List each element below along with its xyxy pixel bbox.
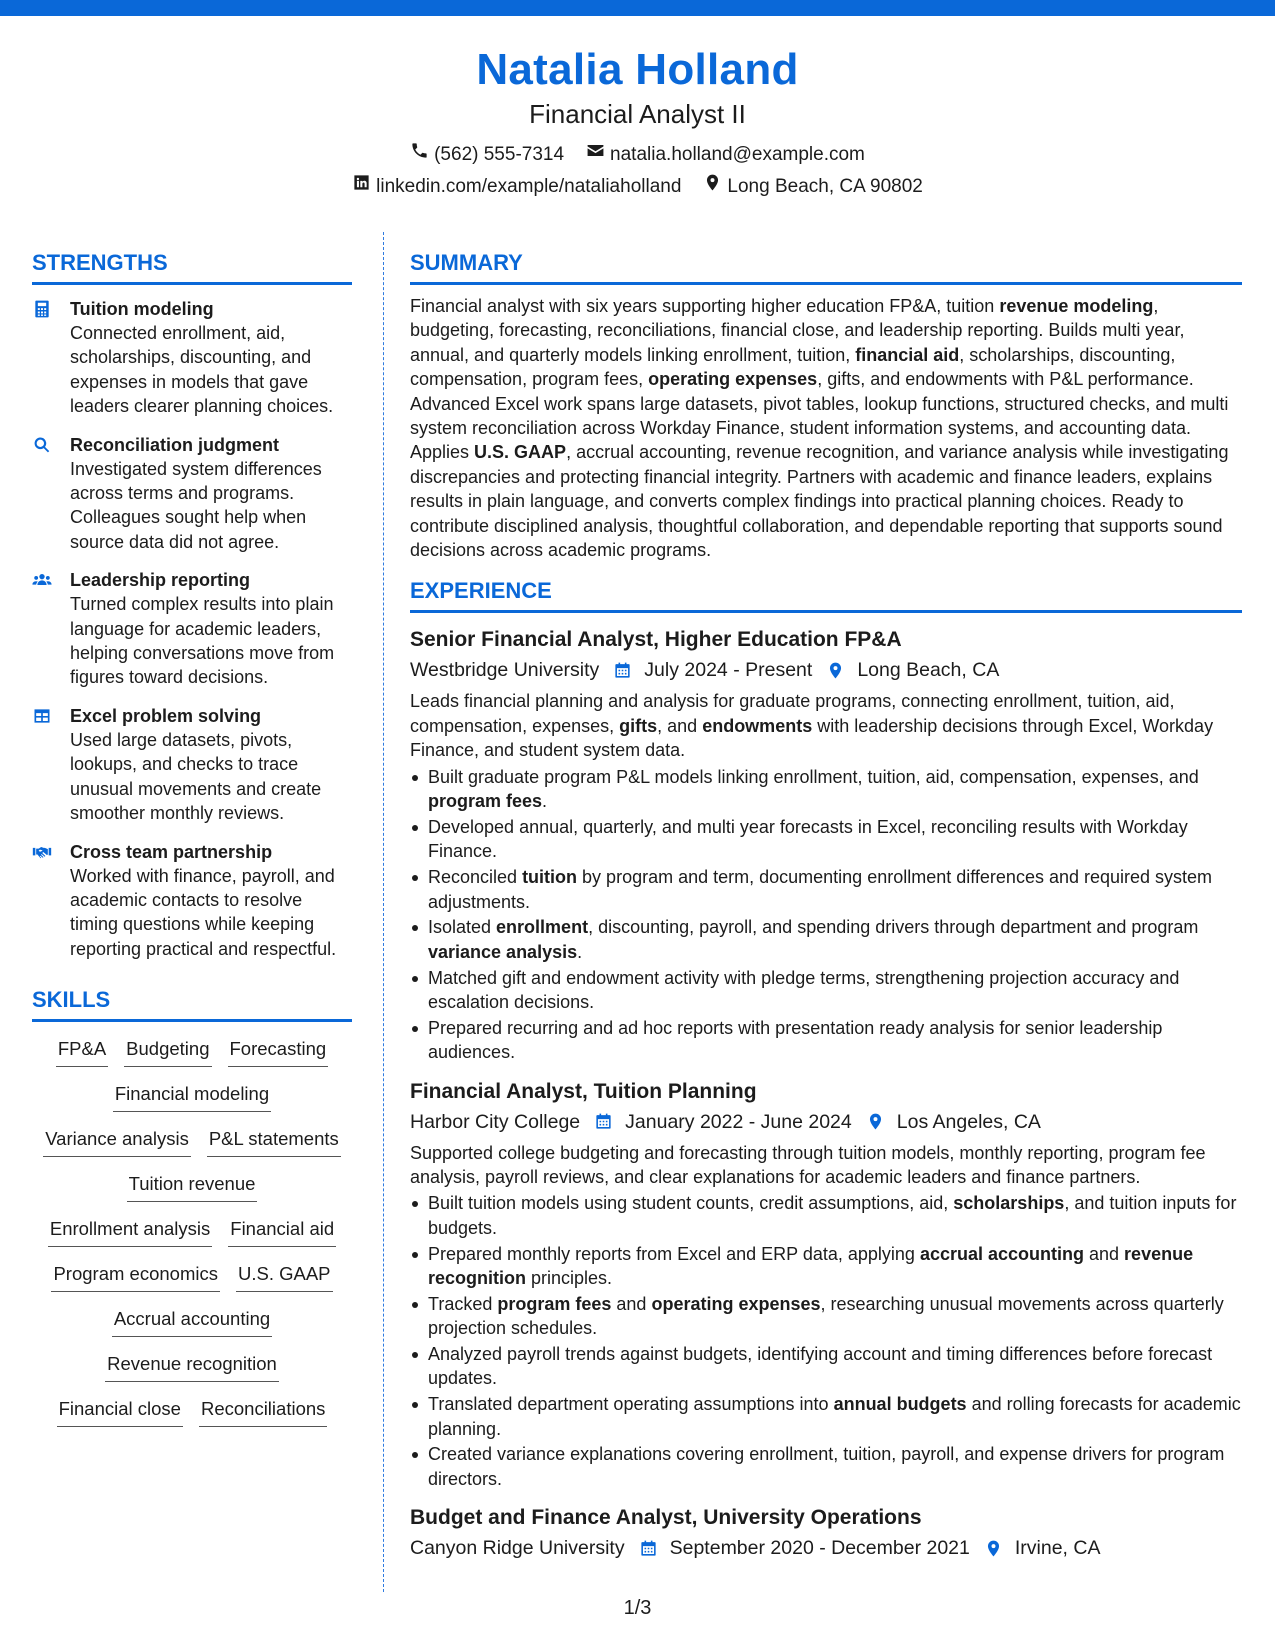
job-title: Financial Analyst, Tuition Planning — [410, 1079, 757, 1103]
contact-row-2 — [0, 172, 1275, 202]
job-title: Senior Financial Analyst, Higher Education FP&A — [410, 628, 902, 652]
candidate-name: Natalia Holland — [476, 45, 799, 94]
bullet-text: by program and term, documenting enrollment differences and required system adjustments. — [428, 867, 1213, 912]
job-location: Los Angeles, CA — [896, 1110, 1041, 1133]
skill-tag: U.S. GAAP — [236, 1261, 333, 1292]
skill-tag: Program economics — [51, 1261, 220, 1292]
skill-row — [32, 1216, 352, 1261]
bullet-bold-term: revenue recognition — [428, 1243, 1194, 1288]
skill-row — [32, 1126, 352, 1171]
bullet-bold-term: operating expenses — [651, 1293, 821, 1314]
job-bullets — [410, 765, 1242, 1065]
summary-text: , gifts, and endowments with P&L performance. Advanced Excel work spans large datasets, pivot tables, lookup functions, structured checks, and multi system reconciliation across Workday Finance, student information systems, and accounting data. Applies — [410, 369, 1229, 463]
strength-title: Reconciliation judgment — [70, 434, 280, 455]
map-pin-icon — [866, 1112, 885, 1131]
strength-item — [32, 297, 352, 419]
phone-contact[interactable] — [410, 140, 564, 170]
job-desc-text: Supported college budgeting and forecasting through tuition models, monthly reporting, program fee analysis, payroll reviews, and clear explanations for academic leaders and finance partners. — [410, 1142, 1206, 1187]
users-icon — [32, 570, 52, 590]
map-pin-icon — [984, 1539, 1003, 1558]
summary-bold-term: financial aid — [855, 344, 960, 365]
summary-text: , scholarships, discounting, compensation, program fees, — [410, 344, 1176, 390]
job-bullet — [410, 815, 1242, 864]
summary-bold-term: U.S. GAAP — [474, 442, 567, 463]
bullet-bold-term: scholarships — [953, 1193, 1065, 1214]
skill-tag: Tuition revenue — [127, 1171, 258, 1202]
strength-item — [32, 704, 352, 826]
linkedin-text: linkedin.com/example/nataliaholland — [376, 176, 682, 197]
calendar-icon — [613, 661, 632, 680]
job-desc-text: , and — [657, 715, 703, 736]
job-location: Long Beach, CA — [857, 659, 1000, 682]
skill-tag: FP&A — [56, 1036, 108, 1067]
job-company: Harbor City College — [410, 1110, 581, 1133]
job-dates: January 2022 - June 2024 — [625, 1110, 852, 1133]
job-entry — [410, 1503, 1242, 1563]
job-bullet — [410, 765, 1242, 814]
bullet-text: Created variance explanations covering enrollment, tuition, payroll, and expense drivers for program directors. — [428, 1444, 1225, 1489]
bullet-bold-term: tuition — [522, 867, 578, 888]
strength-title: Tuition modeling — [70, 299, 214, 319]
resume-header — [0, 40, 1275, 202]
skill-tag: Budgeting — [124, 1036, 211, 1067]
phone-icon — [410, 140, 429, 170]
skills-list — [32, 1036, 352, 1441]
calendar-icon — [639, 1539, 658, 1558]
skill-tag: Reconciliations — [199, 1396, 327, 1427]
strength-title: Leadership reporting — [70, 570, 251, 591]
skill-row — [32, 1261, 352, 1306]
skill-row — [32, 1351, 352, 1396]
summary-text: , budgeting, forecasting, reconciliations, financial close, and leadership reporting. Builds multi year, annual, and quarterly models linking enrollment, tuition, — [410, 296, 1185, 365]
strengths-list — [32, 297, 352, 961]
map-pin-icon — [703, 172, 722, 202]
map-pin-icon — [826, 661, 845, 680]
summary-bold-term: revenue modeling — [999, 296, 1154, 316]
skill-tag: Variance analysis — [43, 1126, 191, 1157]
column-divider — [383, 232, 384, 1592]
job-dates: July 2024 - Present — [644, 659, 813, 682]
bullet-text: Prepared monthly reports from Excel and ERP data, applying — [428, 1243, 920, 1264]
job-bullet — [410, 1016, 1242, 1065]
skill-tag: Financial modeling — [113, 1081, 271, 1112]
strength-desc: Investigated system differences across terms and programs. Colleagues sought help when source data did not agree. — [70, 458, 322, 552]
linkedin-icon — [352, 172, 371, 202]
job-meta — [410, 1533, 1242, 1563]
bullet-text: Reconciled — [428, 867, 523, 888]
job-desc-bold-term: gifts — [619, 715, 658, 736]
skill-tag: Financial close — [57, 1396, 183, 1427]
bullet-bold-term: enrollment — [496, 917, 589, 938]
bullet-text: and — [611, 1293, 652, 1314]
bullet-text: Developed annual, quarterly, and multi year forecasts in Excel, reconciling results with Workday Finance. — [428, 816, 1188, 862]
skill-tag: Accrual accounting — [112, 1306, 272, 1337]
skill-row — [32, 1306, 352, 1351]
job-bullet — [410, 1191, 1242, 1240]
job-bullet — [410, 915, 1242, 964]
bullet-text: Translated department operating assumptions into — [428, 1394, 834, 1415]
job-bullet — [410, 1292, 1242, 1341]
skill-tag: P&L statements — [207, 1126, 341, 1157]
job-dates: September 2020 - December 2021 — [669, 1537, 970, 1560]
skill-tag: Financial aid — [228, 1216, 336, 1247]
handshake-icon — [32, 842, 52, 862]
bullet-text: Prepared recurring and ad hoc reports with presentation ready analysis for senior leadership audiences. — [428, 1017, 1163, 1063]
bullet-bold-term: accrual accounting — [919, 1243, 1084, 1264]
search-icon — [32, 435, 52, 455]
strength-desc: Turned complex results into plain language for academic leaders, helping conversations move from figures toward decisions. — [70, 594, 335, 688]
bullet-text: , and tuition inputs for budgets. — [428, 1193, 1237, 1238]
table-icon — [32, 706, 52, 726]
contact-row-1 — [0, 140, 1275, 170]
candidate-title: Financial Analyst II — [529, 99, 746, 129]
skill-tag: Revenue recognition — [105, 1351, 279, 1382]
summary-bold-term: operating expenses — [648, 369, 818, 390]
location-text: Long Beach, CA 90802 — [727, 176, 923, 197]
strength-desc: Used large datasets, pivots, lookups, and checks to trace unusual movements and create smoother monthly reviews. — [70, 729, 322, 824]
summary-text: Financial analyst with six years supporting higher education FP&A, tuition — [410, 296, 1000, 316]
bullet-text: . — [577, 941, 583, 962]
summary-text: , accrual accounting, revenue recognition, and variance analysis while investigating discrepancies and protecting financial integrity. Partners with academic and finance leaders, explains results in plain language, and converts complex findings into practical planning choices. Ready to contribute disciplined analysis, thoughtful collaboration, and dependable reporting that supports sound decisions across academic programs. — [410, 442, 1229, 561]
bullet-text: . — [542, 791, 548, 812]
page-number: 1/3 — [623, 1597, 652, 1619]
strengths-heading: STRENGTHS — [32, 248, 352, 285]
skill-row — [32, 1396, 352, 1441]
bullet-bold-term: variance analysis — [428, 941, 578, 962]
email-icon — [586, 140, 605, 170]
bullet-bold-term: program fees — [428, 791, 543, 812]
phone-text: (562) 555-7314 — [434, 144, 565, 165]
left-column — [32, 248, 352, 1441]
skill-row — [32, 1081, 352, 1126]
job-bullet — [410, 1242, 1242, 1291]
bullet-text: , researching unusual movements across quarterly projection schedules. — [428, 1293, 1224, 1339]
job-bullet — [410, 1392, 1242, 1441]
job-bullet — [410, 1342, 1242, 1391]
job-location: Irvine, CA — [1014, 1537, 1101, 1560]
jobs-list — [410, 625, 1242, 1563]
job-entry — [410, 1077, 1242, 1492]
calculator-icon — [32, 299, 52, 319]
job-bullets — [410, 1191, 1242, 1491]
skills-section — [32, 985, 352, 1441]
skill-row — [32, 1171, 352, 1216]
job-description — [410, 689, 1242, 762]
experience-heading: EXPERIENCE — [410, 576, 1242, 613]
strength-item — [32, 840, 352, 962]
job-title: Budget and Finance Analyst, University Operations — [410, 1506, 922, 1530]
strength-desc: Connected enrollment, aid, scholarships, discounting, and expenses in models that gave leaders clearer planning choices. — [70, 323, 334, 417]
right-column — [410, 248, 1242, 1563]
bullet-text: Built tuition models using student counts, credit assumptions, aid, — [428, 1193, 954, 1214]
job-desc-bold-term: endowments — [702, 715, 813, 736]
bullet-text: Tracked — [428, 1293, 498, 1314]
skill-row — [32, 1036, 352, 1081]
strength-item — [32, 433, 352, 555]
calendar-icon — [594, 1112, 613, 1131]
email-text: natalia.holland@example.com — [610, 144, 865, 165]
bullet-text: Analyzed payroll trends against budgets, identifying account and timing differences before forecast updates. — [428, 1343, 1213, 1389]
summary-heading: SUMMARY — [410, 248, 1242, 285]
skills-heading: SKILLS — [32, 985, 352, 1022]
job-company: Westbridge University — [410, 659, 600, 682]
bullet-text: , discounting, payroll, and spending drivers through department and program — [588, 917, 1199, 938]
job-desc-text: Leads financial planning and analysis for graduate programs, connecting enrollment, tuition, aid, compensation, expenses, — [410, 691, 1175, 736]
job-bullet — [410, 1442, 1242, 1491]
job-entry — [410, 625, 1242, 1064]
strength-title: Cross team partnership — [70, 841, 273, 862]
job-bullet — [410, 966, 1242, 1015]
bullet-text: and — [1084, 1243, 1125, 1264]
skill-tag: Forecasting — [228, 1036, 329, 1067]
strength-item — [32, 568, 352, 690]
bullet-bold-term: annual budgets — [833, 1394, 967, 1415]
bullet-bold-term: program fees — [497, 1293, 612, 1314]
job-meta — [410, 655, 1242, 685]
job-company: Canyon Ridge University — [410, 1537, 625, 1560]
strength-title: Excel problem solving — [70, 705, 262, 726]
job-description — [410, 1141, 1242, 1190]
summary-text — [410, 294, 1242, 562]
location-contact — [703, 172, 922, 202]
experience-section — [410, 576, 1242, 1563]
email-contact[interactable] — [586, 140, 865, 170]
skill-tag: Enrollment analysis — [48, 1216, 212, 1247]
bullet-text: principles. — [526, 1267, 613, 1288]
bullet-text: and rolling forecasts for academic planning. — [428, 1394, 1241, 1439]
job-meta — [410, 1107, 1242, 1137]
bullet-text: Built graduate program P&L models linking enrollment, tuition, aid, compensation, expenses, and — [428, 766, 1199, 787]
linkedin-contact[interactable] — [352, 172, 681, 202]
top-accent-bar — [0, 0, 1275, 16]
bullet-text: Matched gift and endowment activity with pledge terms, strengthening projection accuracy and escalation decisions. — [428, 967, 1180, 1012]
strength-desc: Worked with finance, payroll, and academic contacts to resolve timing questions while keeping reporting practical and respectful. — [70, 865, 337, 959]
job-desc-text: with leadership decisions through Excel, Workday Finance, and student system data. — [410, 715, 1214, 761]
bullet-text: Isolated — [428, 917, 497, 938]
job-bullet — [410, 865, 1242, 914]
